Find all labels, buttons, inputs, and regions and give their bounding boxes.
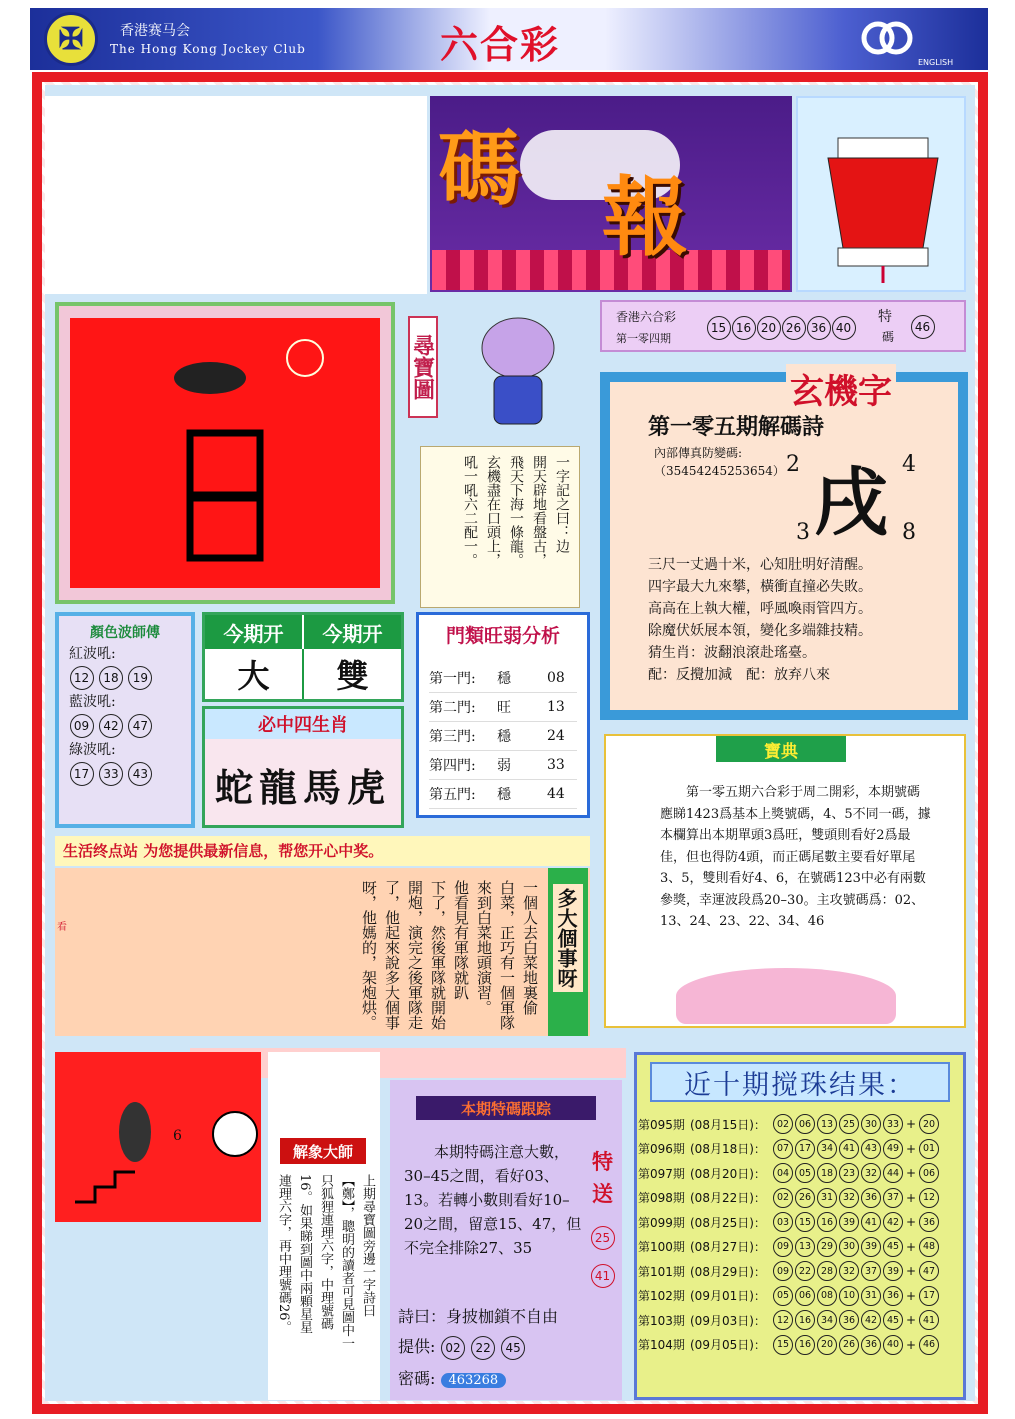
door-analysis-panel bbox=[416, 612, 590, 818]
send-label: 特 bbox=[592, 1149, 613, 1174]
result-ball: 26 bbox=[782, 316, 806, 340]
result-ball: 28 bbox=[817, 1261, 837, 1281]
red-wave-label: 紅波吼: bbox=[69, 646, 116, 662]
provide-ball: 02 bbox=[441, 1336, 465, 1360]
wave-ball: 19 bbox=[128, 666, 152, 690]
period-label: 第095期 bbox=[638, 1117, 685, 1132]
interpretation-panel bbox=[268, 1052, 380, 1400]
result-ball: 49 bbox=[883, 1139, 903, 1159]
lotus-icon bbox=[676, 968, 896, 1024]
life-station-bar bbox=[55, 836, 590, 866]
special-ball: 20 bbox=[919, 1114, 939, 1134]
result-ball: 39 bbox=[883, 1261, 903, 1281]
plus-sign: + bbox=[906, 1215, 917, 1230]
door-state: 穩 bbox=[497, 729, 511, 745]
period-date: (08月20日)： bbox=[690, 1166, 766, 1181]
story-line: 開炮，演完之後軍隊走 bbox=[406, 880, 424, 1030]
result-ball: 13 bbox=[795, 1237, 815, 1257]
result-ball: 41 bbox=[861, 1212, 881, 1232]
banner-char-bao: 報 bbox=[602, 167, 688, 268]
period-date: (08月29日)： bbox=[690, 1264, 766, 1279]
wave-ball: 17 bbox=[70, 762, 94, 786]
recent-row bbox=[638, 1333, 964, 1358]
plus-sign: + bbox=[906, 1288, 917, 1303]
result-ball: 20 bbox=[817, 1335, 837, 1355]
pig-mascot-icon bbox=[446, 306, 592, 436]
size-value: 大 bbox=[205, 649, 304, 699]
story-line: 了，他起來說多大個事 bbox=[383, 880, 401, 1030]
mystery-character: 戌 bbox=[814, 460, 888, 546]
story-line: 來到白菜地頭演習。 bbox=[475, 880, 493, 1015]
result-ball: 36 bbox=[861, 1335, 881, 1355]
door-row bbox=[429, 751, 577, 780]
color-wave-title: 顏色波師傅 bbox=[90, 625, 160, 641]
door-number: 08 bbox=[547, 670, 565, 686]
banner-char-ma: 碼 bbox=[438, 121, 521, 217]
period-date: (08月27日)： bbox=[690, 1240, 766, 1255]
result-ball: 17 bbox=[795, 1139, 815, 1159]
interpretation-line: 只狐狸連理六字，中理號碼 bbox=[318, 1174, 333, 1330]
period-label: 第098期 bbox=[638, 1191, 685, 1206]
door-state: 穩 bbox=[497, 671, 511, 687]
door-row bbox=[429, 693, 577, 722]
scroll-line: 吼一吼六二配一。 bbox=[462, 455, 478, 567]
door-name: 第五門: bbox=[429, 787, 476, 803]
special-ball: 17 bbox=[919, 1286, 939, 1306]
result-ball: 26 bbox=[795, 1188, 815, 1208]
plus-sign: + bbox=[906, 1117, 917, 1132]
result-ball: 12 bbox=[773, 1310, 793, 1330]
decode-poem-title: 第一零五期解碼詩 bbox=[648, 414, 825, 440]
story-line: 呀，他媽的，架炮烘。 bbox=[360, 880, 378, 1030]
period-label: 第102期 bbox=[638, 1289, 685, 1304]
door-analysis-title: 門類旺弱分析 bbox=[445, 625, 560, 647]
result-ball: 16 bbox=[732, 316, 756, 340]
story-panel bbox=[55, 868, 590, 1036]
result-ball: 39 bbox=[839, 1212, 859, 1232]
result-ball: 36 bbox=[861, 1188, 881, 1208]
period-label: 第099期 bbox=[638, 1215, 685, 1230]
result-ball: 36 bbox=[807, 316, 831, 340]
previous-result-bar bbox=[600, 300, 966, 352]
recent-results-list bbox=[638, 1112, 964, 1357]
period-date: (08月25日)： bbox=[690, 1215, 766, 1230]
xuanji-lines bbox=[648, 554, 948, 686]
special-ball: 01 bbox=[919, 1139, 939, 1159]
result-ball: 33 bbox=[883, 1114, 903, 1134]
special-ball: 36 bbox=[919, 1212, 939, 1232]
result-ball: 13 bbox=[817, 1114, 837, 1134]
recent-row bbox=[638, 1161, 964, 1186]
provide-row bbox=[398, 1334, 526, 1360]
story-title: 多大個事呀 bbox=[553, 884, 583, 992]
result-ball: 22 bbox=[795, 1261, 815, 1281]
fox-ball-number: 6 bbox=[173, 1128, 182, 1144]
wave-ball: 33 bbox=[99, 762, 123, 786]
result-ball: 30 bbox=[861, 1114, 881, 1134]
prev-label: 香港六合彩 bbox=[616, 310, 677, 324]
recent-row bbox=[638, 1137, 964, 1162]
result-ball: 31 bbox=[817, 1188, 837, 1208]
jockey-club-logo-icon: ✠ bbox=[44, 12, 98, 66]
send-label-2: 送 bbox=[592, 1181, 613, 1206]
lantern-icon bbox=[798, 98, 968, 294]
code-value: 463268 bbox=[441, 1373, 507, 1388]
scroll-line: 開天辟地看盤古， bbox=[531, 455, 547, 567]
plus-sign: + bbox=[906, 1239, 917, 1254]
life-station-text: 生活终点站 为您提供最新信息，帮您开心中奖。 bbox=[63, 842, 384, 860]
poem-line: 四字最大九來攀，橫衝直撞必失敗。 bbox=[648, 579, 872, 595]
blue-wave-balls bbox=[69, 714, 191, 738]
treasure-map-image bbox=[70, 318, 380, 588]
wave-ball: 12 bbox=[70, 666, 94, 690]
recent-row bbox=[638, 1112, 964, 1137]
wave-ball: 09 bbox=[70, 714, 94, 738]
result-ball: 15 bbox=[795, 1212, 815, 1232]
digit: 3 bbox=[796, 520, 810, 545]
period-label: 第103期 bbox=[638, 1313, 685, 1328]
result-ball: 34 bbox=[817, 1139, 837, 1159]
story-line: 他看見有軍隊就趴 bbox=[452, 880, 470, 1000]
period-label: 第096期 bbox=[638, 1142, 685, 1157]
big-double-panel bbox=[202, 612, 404, 702]
special-ball: 06 bbox=[919, 1163, 939, 1183]
green-wave-balls bbox=[69, 762, 191, 786]
interpretation-title: 解象大師 bbox=[280, 1138, 366, 1164]
prev-numbers bbox=[706, 316, 856, 340]
story-line: 白菜，正巧有一個軍隊 bbox=[498, 880, 516, 1030]
result-ball: 07 bbox=[773, 1139, 793, 1159]
prev-period: 第一零四期 bbox=[616, 332, 671, 345]
result-ball: 05 bbox=[795, 1163, 815, 1183]
result-ball: 23 bbox=[839, 1163, 859, 1183]
baodian-text: 第一零五期六合彩于周二開彩，本期號碼應睇1423爲基本上獎號碼，4、5不同一碼，據本欄算出本期單頭3爲旺，雙頭則看好2爲最佳，但也得防4頭，而正碼尾數主要看好單尾3、5，雙則看好4、6，在號碼123中必有兩數參獎，幸運波段爲20–30。主攻號碼爲：02、13、24、23、22、34、46 bbox=[660, 785, 931, 929]
xuanji-title: 玄機字 bbox=[786, 364, 896, 413]
treasure-map-title: 尋寶圖 bbox=[408, 316, 438, 418]
result-ball: 15 bbox=[707, 316, 731, 340]
result-ball: 36 bbox=[839, 1310, 859, 1330]
special-ball: 41 bbox=[919, 1310, 939, 1330]
zodiac-animals: 蛇龍馬虎 bbox=[214, 765, 391, 810]
result-ball: 39 bbox=[861, 1237, 881, 1257]
zodiac-title: 必中四生肖 bbox=[205, 709, 401, 739]
plus-sign: + bbox=[906, 1166, 917, 1181]
result-ball: 42 bbox=[861, 1310, 881, 1330]
plus-sign: + bbox=[906, 1337, 917, 1352]
period-date: (09月01日)： bbox=[690, 1289, 766, 1304]
internal-fax-code: （35454245253654） bbox=[654, 464, 785, 478]
special-ball: 48 bbox=[919, 1237, 939, 1257]
story-line: 一個人去白菜地裏偷 bbox=[521, 880, 539, 1015]
internal-fax-label: 內部傳真防變碼: bbox=[654, 446, 743, 460]
digit: 8 bbox=[902, 520, 916, 545]
result-ball: 43 bbox=[861, 1139, 881, 1159]
door-state: 旺 bbox=[497, 700, 511, 716]
wave-ball: 18 bbox=[99, 666, 123, 690]
rat-on-blocks-icon bbox=[70, 318, 380, 588]
send-ball: 25 bbox=[591, 1226, 615, 1250]
tracking-title: 本期特碼跟踪 bbox=[416, 1096, 596, 1120]
poem-text: 身披枷鎖不自由 bbox=[446, 1307, 559, 1326]
blue-wave-label: 藍波吼: bbox=[69, 694, 116, 710]
wave-ball: 47 bbox=[128, 714, 152, 738]
result-ball: 09 bbox=[773, 1261, 793, 1281]
door-row bbox=[429, 722, 577, 751]
period-label: 第101期 bbox=[638, 1264, 685, 1279]
result-ball: 06 bbox=[795, 1286, 815, 1306]
result-ball: 05 bbox=[773, 1286, 793, 1306]
recent-row bbox=[638, 1259, 964, 1284]
parity-value: 雙 bbox=[336, 657, 369, 695]
door-row bbox=[429, 780, 577, 809]
special-ball: 46 bbox=[919, 1335, 939, 1355]
blank-area bbox=[45, 96, 427, 294]
red-wave-balls bbox=[69, 666, 191, 690]
fox-image bbox=[55, 1052, 261, 1222]
poem-line: 高高在上執大權，呼風喚雨管四方。 bbox=[648, 601, 872, 617]
door-name: 第一門: bbox=[429, 671, 476, 687]
result-ball: 15 bbox=[773, 1335, 793, 1355]
door-state: 穩 bbox=[497, 787, 511, 803]
poem-line: 配：反攪加減 配：放弃八來 bbox=[648, 667, 830, 683]
result-ball: 40 bbox=[832, 316, 856, 340]
send-ball: 41 bbox=[591, 1264, 615, 1288]
result-ball: 08 bbox=[817, 1286, 837, 1306]
this-period-header: 今期开 bbox=[205, 615, 304, 649]
result-ball: 18 bbox=[817, 1163, 837, 1183]
poem-label: 詩曰： bbox=[398, 1307, 447, 1326]
result-ball: 02 bbox=[773, 1114, 793, 1134]
result-ball: 37 bbox=[883, 1188, 903, 1208]
poem-line: 猜生肖：波翻浪滾赴瑤臺。 bbox=[648, 645, 816, 661]
door-name: 第三門: bbox=[429, 729, 476, 745]
recent-row bbox=[638, 1284, 964, 1309]
door-row bbox=[429, 664, 577, 693]
tracking-text: 本期特碼注意大數，30–45之間，看好03、13。若轉小數則看好10–20之間，留意15、47，但不完全排除27、35 bbox=[404, 1143, 582, 1257]
result-ball: 34 bbox=[817, 1310, 837, 1330]
digit: 2 bbox=[786, 452, 800, 477]
result-ball: 37 bbox=[861, 1261, 881, 1281]
scroll-line: 飛天下海一條龍。 bbox=[508, 455, 524, 567]
result-ball: 16 bbox=[795, 1335, 815, 1355]
period-date: (09月03日)： bbox=[690, 1313, 766, 1328]
zodiac-panel bbox=[202, 706, 404, 828]
result-ball: 36 bbox=[883, 1286, 903, 1306]
story-side-label bbox=[548, 868, 588, 1036]
period-date: (09月05日)： bbox=[690, 1338, 766, 1353]
plus-sign: + bbox=[906, 1190, 917, 1205]
result-ball: 20 bbox=[757, 316, 781, 340]
treasure-scroll bbox=[420, 446, 580, 608]
special-ball: 12 bbox=[919, 1188, 939, 1208]
result-ball: 06 bbox=[795, 1114, 815, 1134]
result-ball: 40 bbox=[883, 1335, 903, 1355]
result-ball: 16 bbox=[795, 1310, 815, 1330]
result-ball: 32 bbox=[839, 1261, 859, 1281]
rings-logo-icon bbox=[858, 18, 916, 58]
club-name-cn: 香港赛马会 bbox=[120, 23, 190, 39]
door-name: 第四門: bbox=[429, 758, 476, 774]
english-link[interactable]: ENGLISH bbox=[918, 58, 954, 67]
result-ball: 45 bbox=[883, 1310, 903, 1330]
door-number: 44 bbox=[547, 786, 565, 802]
result-ball: 45 bbox=[883, 1237, 903, 1257]
special-ball: 46 bbox=[911, 315, 935, 339]
code-label: 密碼: bbox=[398, 1369, 436, 1388]
interpretation-line: 上期尋寶圖旁邊一字詩曰 bbox=[360, 1174, 375, 1317]
result-ball: 02 bbox=[773, 1188, 793, 1208]
color-wave-panel bbox=[55, 612, 195, 828]
wave-ball: 42 bbox=[99, 714, 123, 738]
provide-ball: 45 bbox=[501, 1336, 525, 1360]
result-ball: 44 bbox=[883, 1163, 903, 1183]
result-ball: 04 bbox=[773, 1163, 793, 1183]
scroll-line: 玄機盡在口頭上， bbox=[485, 455, 501, 567]
code-row bbox=[398, 1366, 506, 1389]
result-ball: 41 bbox=[839, 1139, 859, 1159]
door-name: 第二門: bbox=[429, 700, 476, 716]
baodian-panel bbox=[604, 734, 966, 1028]
provide-label: 提供: bbox=[398, 1337, 436, 1356]
period-label: 第100期 bbox=[638, 1240, 685, 1255]
result-ball: 42 bbox=[883, 1212, 903, 1232]
interpretation-line: 【鄭】，聰明的讀者可見圖中一 bbox=[339, 1174, 354, 1350]
fox-on-stairs-icon bbox=[55, 1052, 261, 1222]
recent-row bbox=[638, 1210, 964, 1235]
special-label-2: 碼 bbox=[882, 330, 895, 344]
period-date: (08月22日)： bbox=[690, 1191, 766, 1206]
period-label: 第097期 bbox=[638, 1166, 685, 1181]
door-state: 弱 bbox=[497, 758, 511, 774]
result-ball: 09 bbox=[773, 1237, 793, 1257]
green-wave-label: 綠波吼: bbox=[69, 742, 116, 758]
plus-sign: + bbox=[906, 1313, 917, 1328]
period-date: (08月15日)： bbox=[690, 1117, 766, 1132]
plus-sign: + bbox=[906, 1264, 917, 1279]
wave-ball: 43 bbox=[128, 762, 152, 786]
scroll-line: 一字記之曰：边 bbox=[554, 455, 570, 553]
story-small-mark: 看 bbox=[57, 922, 67, 933]
lottery-title: 六合彩 bbox=[440, 22, 561, 67]
result-ball: 16 bbox=[817, 1212, 837, 1232]
tracking-panel bbox=[390, 1080, 622, 1400]
door-number: 13 bbox=[547, 699, 565, 715]
door-number: 24 bbox=[547, 728, 565, 744]
result-ball: 32 bbox=[861, 1163, 881, 1183]
special-ball: 47 bbox=[919, 1261, 939, 1281]
provide-ball: 22 bbox=[471, 1336, 495, 1360]
digit: 4 bbox=[902, 452, 916, 477]
result-ball: 29 bbox=[817, 1237, 837, 1257]
poem-line: 除魔伏妖展本領，變化多端雜技精。 bbox=[648, 623, 872, 639]
plus-sign: + bbox=[906, 1141, 917, 1156]
recent-row bbox=[638, 1186, 964, 1211]
result-ball: 25 bbox=[839, 1114, 859, 1134]
result-ball: 03 bbox=[773, 1212, 793, 1232]
result-ball: 10 bbox=[839, 1286, 859, 1306]
recent-row bbox=[638, 1235, 964, 1260]
interpretation-line: 連理六字，再中理號碼26。 bbox=[276, 1174, 291, 1334]
result-ball: 26 bbox=[839, 1335, 859, 1355]
door-number: 33 bbox=[547, 757, 565, 773]
period-date: (08月18日)： bbox=[690, 1142, 766, 1157]
club-name-en: The Hong Kong Jockey Club bbox=[110, 42, 306, 56]
interpretation-line: 16。如果睇到圖中兩顆星星 bbox=[297, 1174, 312, 1334]
result-ball: 32 bbox=[839, 1188, 859, 1208]
poem-line: 三尺一丈過十米，心知肚明好清醒。 bbox=[648, 557, 872, 573]
this-period-header: 今期开 bbox=[304, 615, 401, 649]
result-ball: 30 bbox=[839, 1237, 859, 1257]
special-label: 特 bbox=[878, 309, 892, 325]
period-label: 第104期 bbox=[638, 1338, 685, 1353]
lantern-panel bbox=[796, 96, 966, 292]
baodian-title: 寶典 bbox=[716, 736, 846, 762]
recent-row bbox=[638, 1308, 964, 1333]
story-line: 下了，然後軍隊就開始 bbox=[429, 880, 447, 1030]
recent-results-title: 近十期搅珠结果： bbox=[650, 1062, 950, 1102]
result-ball: 31 bbox=[861, 1286, 881, 1306]
